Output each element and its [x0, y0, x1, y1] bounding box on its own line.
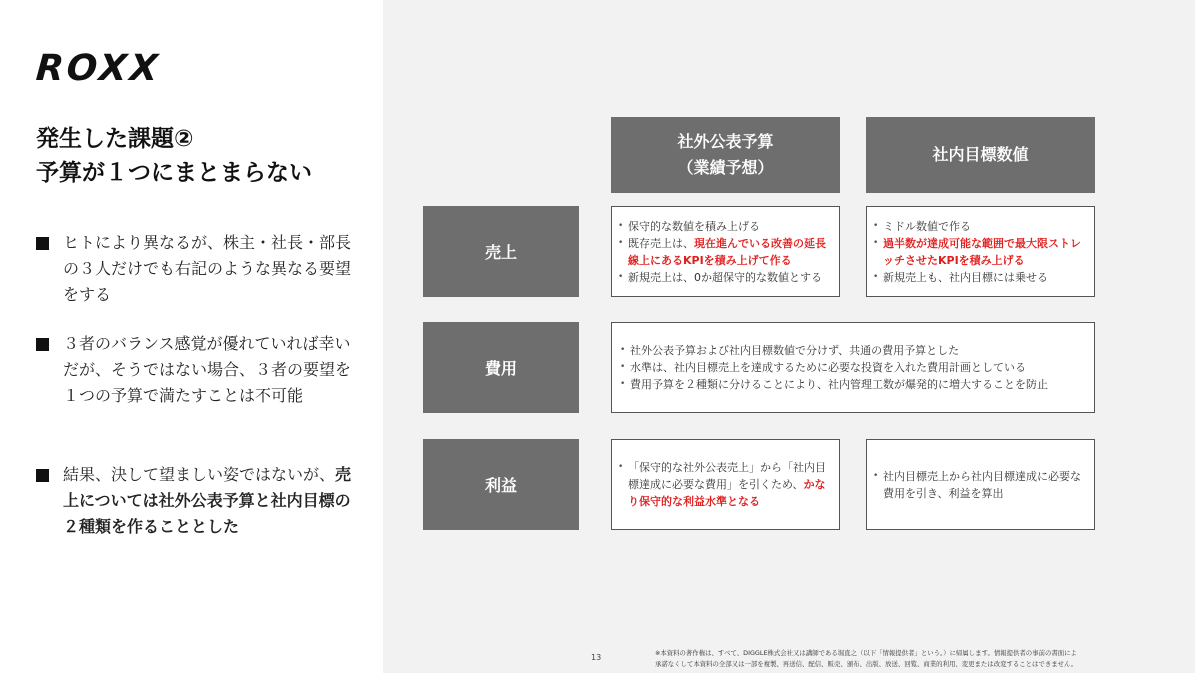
list-item: • 費用予算を２種類に分けることにより、社内管理工数が爆発的に増大することを防止 — [620, 376, 1086, 393]
slide-title-line1: 発生した課題② — [36, 126, 194, 152]
left-panel — [0, 0, 383, 673]
copyright-line1: ※本資料の著作権は、すべて、DIGGLE株式会社又は講師である堀直之（以下「情報提供者」という。）に帰属します。情報提供者の事前の書面によ — [655, 649, 1077, 657]
list-item — [618, 235, 831, 269]
list-item: • 保守的な数値を積み上げる — [618, 218, 831, 235]
header-internal-target: 社内目標数値 — [866, 117, 1095, 193]
copyright-line2: 承諾なくして本資料の全部又は一部を複製、再送信、配信、販売、頒布、出版、放送、回覧、商業的利用、変更または改変することはできません。 — [655, 660, 1078, 668]
page-number: 13 — [591, 653, 602, 662]
list-item: • 社外公表予算および社内目標数値で分けず、共通の費用予算とした — [620, 342, 1086, 359]
roxx-logo: ROXX — [34, 48, 162, 89]
row-label-profit: 利益 — [423, 439, 579, 530]
bullet-3-bold: 売上については社外公表予算と社内目標の２種類を作ることとした — [63, 465, 352, 536]
bullet-1-text: ヒトにより異なるが、株主・社長・部長の３人だけでも右記のような異なる要望をする — [63, 233, 352, 304]
list-item — [873, 235, 1086, 269]
bullet-2 — [36, 331, 356, 409]
bullet-2-text: ３者のバランス感覚が優れていれば幸いだが、そうではない場合、３者の要望を１つの予算で満たすことは不可能 — [63, 334, 352, 405]
row-label-cost: 費用 — [423, 322, 579, 413]
header-external-budget-line1: 社外公表予算 — [677, 132, 774, 151]
cell-cost-shared — [611, 322, 1095, 413]
square-bullet-icon — [36, 338, 49, 351]
cell-profit-external — [611, 439, 840, 530]
list-item-plain: 「保守的な社外公表売上」から「社内目標達成に必要な費用」を引くため、 — [628, 461, 826, 491]
list-item: • 水準は、社内目標売上を達成するために必要な投資を入れた費用計画としている — [620, 359, 1086, 376]
list-item: • 新規売上も、社内目標には乗せる — [873, 269, 1086, 286]
list-item — [618, 459, 831, 510]
header-external-budget — [611, 117, 840, 193]
slide-title-line2: 予算が１つにまとまらない — [36, 160, 312, 186]
bullet-3-text — [63, 462, 356, 540]
list-item: • ミドル数値で作る — [873, 218, 1086, 235]
square-bullet-icon — [36, 469, 49, 482]
cell-sales-internal — [866, 206, 1095, 297]
cell-sales-external — [611, 206, 840, 297]
slide-title — [36, 122, 312, 190]
list-item: • 新規売上は、0か超保守的な数値とする — [618, 269, 831, 286]
row-label-sales: 売上 — [423, 206, 579, 297]
list-item: • 社内目標売上から社内目標達成に必要な費用を引き、利益を算出 — [873, 468, 1086, 502]
list-item-plain: 既存売上は、 — [628, 236, 694, 250]
bullet-3-plain: 結果、決して望ましい姿ではないが、 — [63, 465, 336, 484]
list-item-highlight: 過半数が達成可能な範囲で最大限ストレッチさせたKPIを積み上げる — [883, 236, 1081, 267]
square-bullet-icon — [36, 237, 49, 250]
copyright-notice — [655, 648, 1190, 670]
bullet-1 — [36, 230, 356, 308]
cell-profit-internal — [866, 439, 1095, 530]
list-item-highlight: かなり保守的な利益水準となる — [628, 478, 826, 508]
list-item-highlight: 現在進んでいる改善の延長線上にあるKPIを積み上げて作る — [628, 236, 826, 267]
bullet-3 — [36, 462, 356, 540]
header-external-budget-line2: （業績予想） — [677, 158, 774, 177]
